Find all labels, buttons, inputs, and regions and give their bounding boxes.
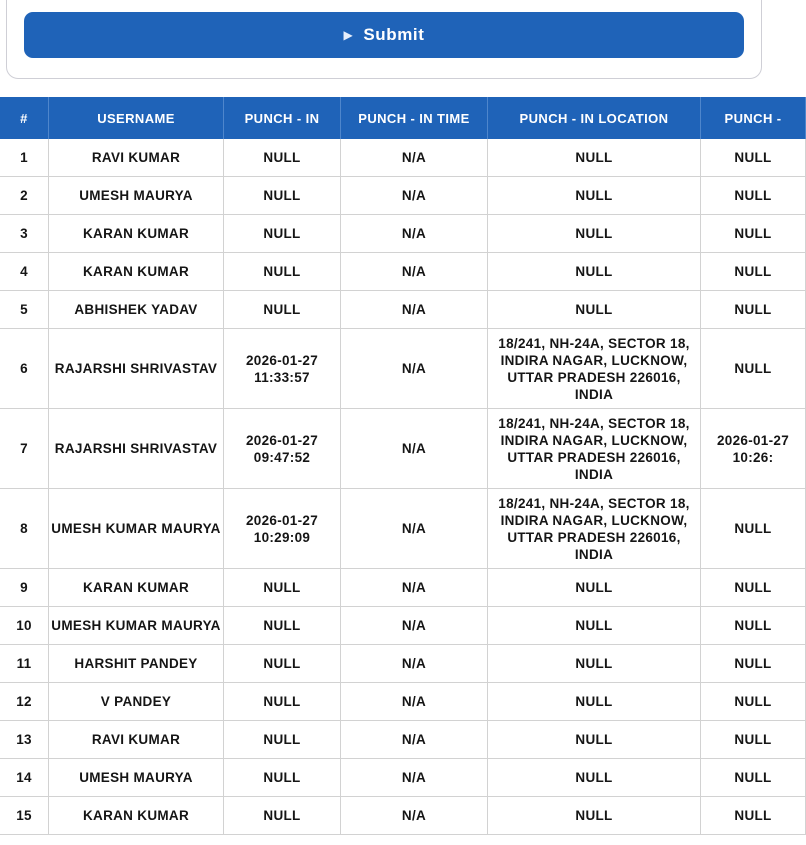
- cell-username: UMESH MAURYA: [49, 177, 224, 215]
- cell-punch-in: NULL: [224, 645, 341, 683]
- cell-punch-in: NULL: [224, 253, 341, 291]
- cell-punch-in: NULL: [224, 139, 341, 177]
- cell-punch-in-location: NULL: [488, 797, 701, 835]
- cell-punch-in: 2026-01-27 10:29:09: [224, 489, 341, 569]
- play-icon: ▶: [343, 28, 354, 42]
- cell-punch-next: 2026-01-27 10:26:: [701, 409, 806, 489]
- cell-number: 6: [0, 329, 49, 409]
- cell-punch-in-location: NULL: [488, 291, 701, 329]
- table-row: [0, 569, 806, 607]
- cell-username: RAJARSHI SHRIVASTAV: [49, 329, 224, 409]
- cell-username: RAVI KUMAR: [49, 721, 224, 759]
- cell-number: 13: [0, 721, 49, 759]
- cell-number: 14: [0, 759, 49, 797]
- cell-username: V PANDEY: [49, 683, 224, 721]
- attendance-table-container[interactable]: [0, 97, 790, 845]
- table-row: [0, 253, 806, 291]
- cell-username: KARAN KUMAR: [49, 215, 224, 253]
- cell-punch-in-location: NULL: [488, 607, 701, 645]
- cell-punch-in: NULL: [224, 177, 341, 215]
- cell-punch-in-time: N/A: [341, 797, 488, 835]
- cell-number: 15: [0, 797, 49, 835]
- cell-username: UMESH KUMAR MAURYA: [49, 607, 224, 645]
- cell-punch-in: 2026-01-27 09:47:52: [224, 409, 341, 489]
- cell-punch-in-location: NULL: [488, 645, 701, 683]
- cell-punch-next: NULL: [701, 607, 806, 645]
- table-row: [0, 645, 806, 683]
- cell-punch-in-location: NULL: [488, 759, 701, 797]
- cell-punch-next: NULL: [701, 683, 806, 721]
- header-number[interactable]: #: [0, 97, 49, 139]
- cell-punch-in-time: N/A: [341, 253, 488, 291]
- cell-number: 10: [0, 607, 49, 645]
- cell-username: RAVI KUMAR: [49, 139, 224, 177]
- header-punch-in-location[interactable]: PUNCH - IN LOCATION: [488, 97, 701, 139]
- cell-punch-in-time: N/A: [341, 759, 488, 797]
- cell-punch-in-location: NULL: [488, 569, 701, 607]
- cell-punch-in-location: NULL: [488, 721, 701, 759]
- cell-punch-next: NULL: [701, 139, 806, 177]
- cell-punch-in: NULL: [224, 721, 341, 759]
- cell-punch-in-time: N/A: [341, 139, 488, 177]
- cell-punch-in: NULL: [224, 569, 341, 607]
- table-header-row: [0, 97, 806, 139]
- cell-username: HARSHIT PANDEY: [49, 645, 224, 683]
- table-row: [0, 291, 806, 329]
- cell-username: ABHISHEK YADAV: [49, 291, 224, 329]
- cell-punch-next: NULL: [701, 329, 806, 409]
- cell-punch-next: NULL: [701, 721, 806, 759]
- cell-username: RAJARSHI SHRIVASTAV: [49, 409, 224, 489]
- cell-number: 2: [0, 177, 49, 215]
- cell-username: UMESH MAURYA: [49, 759, 224, 797]
- cell-number: 12: [0, 683, 49, 721]
- cell-punch-in: NULL: [224, 215, 341, 253]
- table-row: [0, 683, 806, 721]
- cell-punch-in: 2026-01-27 11:33:57: [224, 329, 341, 409]
- cell-punch-in: NULL: [224, 797, 341, 835]
- cell-username: KARAN KUMAR: [49, 569, 224, 607]
- table-row: [0, 489, 806, 569]
- cell-punch-in-time: N/A: [341, 215, 488, 253]
- cell-punch-in-location: 18/241, NH-24A, SECTOR 18, INDIRA NAGAR, LUCKNOW, UTTAR PRADESH 226016, INDIA: [488, 489, 701, 569]
- attendance-table: [0, 97, 806, 835]
- cell-punch-in: NULL: [224, 683, 341, 721]
- submit-label: Submit: [363, 25, 425, 44]
- cell-username: UMESH KUMAR MAURYA: [49, 489, 224, 569]
- header-punch-in-time[interactable]: PUNCH - IN TIME: [341, 97, 488, 139]
- table-row: [0, 215, 806, 253]
- cell-punch-next: NULL: [701, 215, 806, 253]
- cell-punch-in: NULL: [224, 607, 341, 645]
- cell-punch-next: NULL: [701, 797, 806, 835]
- cell-punch-in-location: NULL: [488, 683, 701, 721]
- cell-punch-next: NULL: [701, 291, 806, 329]
- cell-punch-in-time: N/A: [341, 291, 488, 329]
- cell-punch-in-location: 18/241, NH-24A, SECTOR 18, INDIRA NAGAR, LUCKNOW, UTTAR PRADESH 226016, INDIA: [488, 409, 701, 489]
- cell-number: 4: [0, 253, 49, 291]
- cell-number: 5: [0, 291, 49, 329]
- cell-punch-in-location: NULL: [488, 177, 701, 215]
- cell-punch-in-time: N/A: [341, 329, 488, 409]
- cell-number: 1: [0, 139, 49, 177]
- cell-punch-in-time: N/A: [341, 409, 488, 489]
- cell-punch-in-time: N/A: [341, 721, 488, 759]
- cell-punch-next: NULL: [701, 569, 806, 607]
- cell-punch-in-location: NULL: [488, 215, 701, 253]
- cell-punch-in-time: N/A: [341, 607, 488, 645]
- table-row: [0, 759, 806, 797]
- cell-punch-next: NULL: [701, 489, 806, 569]
- cell-punch-in-time: N/A: [341, 569, 488, 607]
- cell-number: 11: [0, 645, 49, 683]
- cell-punch-in: NULL: [224, 291, 341, 329]
- cell-punch-next: NULL: [701, 645, 806, 683]
- table-row: [0, 607, 806, 645]
- cell-punch-next: NULL: [701, 759, 806, 797]
- cell-punch-in-location: NULL: [488, 253, 701, 291]
- cell-number: 8: [0, 489, 49, 569]
- table-row: [0, 797, 806, 835]
- submit-button[interactable]: [24, 12, 744, 58]
- header-punch-in[interactable]: PUNCH - IN: [224, 97, 341, 139]
- table-row: [0, 139, 806, 177]
- cell-punch-next: NULL: [701, 177, 806, 215]
- cell-punch-in-location: NULL: [488, 139, 701, 177]
- cell-punch-in-time: N/A: [341, 489, 488, 569]
- table-row: [0, 409, 806, 489]
- cell-number: 7: [0, 409, 49, 489]
- cell-punch-in-location: 18/241, NH-24A, SECTOR 18, INDIRA NAGAR, LUCKNOW, UTTAR PRADESH 226016, INDIA: [488, 329, 701, 409]
- cell-punch-in-time: N/A: [341, 645, 488, 683]
- cell-username: KARAN KUMAR: [49, 253, 224, 291]
- table-row: [0, 721, 806, 759]
- header-username[interactable]: USERNAME: [49, 97, 224, 139]
- cell-username: KARAN KUMAR: [49, 797, 224, 835]
- table-row: [0, 329, 806, 409]
- cell-number: 3: [0, 215, 49, 253]
- cell-punch-in: NULL: [224, 759, 341, 797]
- cell-punch-in-time: N/A: [341, 683, 488, 721]
- cell-number: 9: [0, 569, 49, 607]
- header-punch-next[interactable]: PUNCH -: [701, 97, 806, 139]
- cell-punch-next: NULL: [701, 253, 806, 291]
- cell-punch-in-time: N/A: [341, 177, 488, 215]
- table-row: [0, 177, 806, 215]
